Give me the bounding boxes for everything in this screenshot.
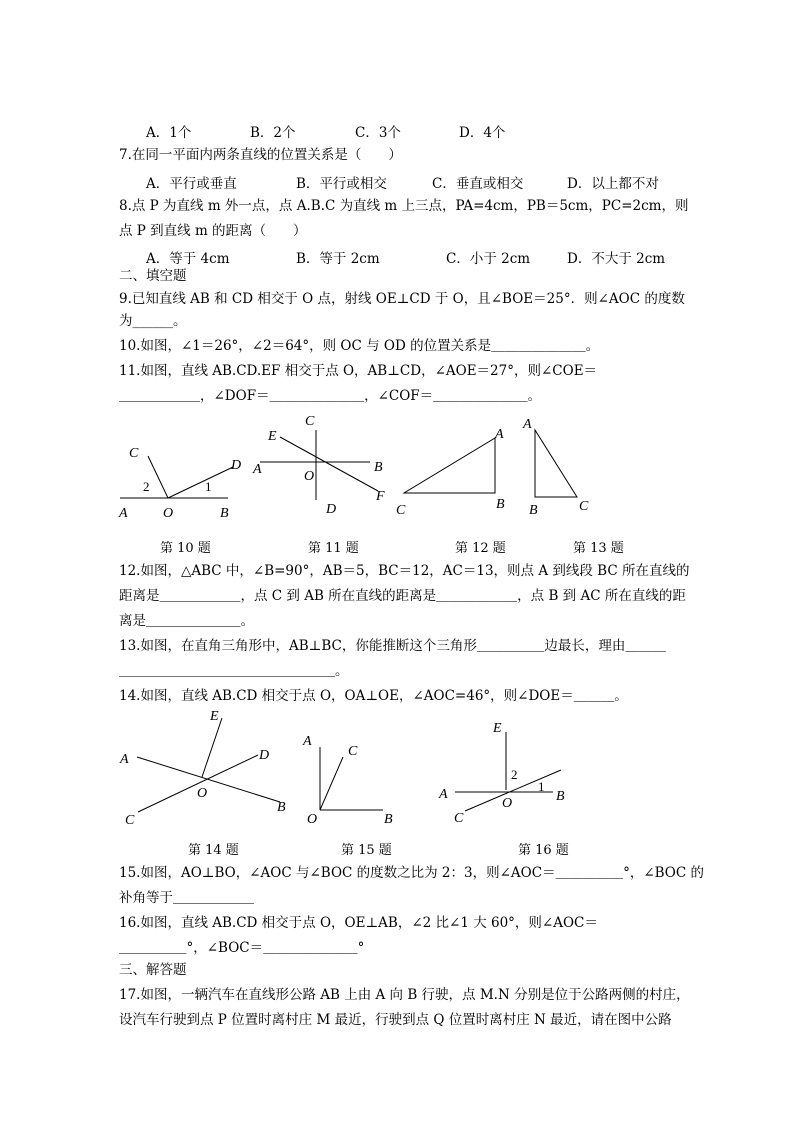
q7-option-c: C．垂直或相交 <box>432 176 524 192</box>
fig15-label-c: C <box>348 744 358 759</box>
fig10-label-b: B <box>220 506 229 521</box>
fig12-label-c: C <box>396 503 406 518</box>
fig14-label-d: D <box>259 748 270 763</box>
q14-text: 14.如图，直线 AB.CD 相交于点 O，OA⊥OE，∠AOC=46°，则∠DOE＝＿＿＿。 <box>119 688 628 704</box>
fig14-label-a: A <box>120 752 129 767</box>
q12-line2: 距离是＿＿＿＿＿＿，点 C 到 AB 所在直线的距离是＿＿＿＿＿＿，点 B 到 AC 所在直线的距 <box>119 588 686 604</box>
fig10-label-c: C <box>129 446 139 461</box>
fig11-label-e: E <box>268 429 277 444</box>
q8-stem-line2: 点 P 到直线 m 的距离（ ） <box>119 223 307 239</box>
fig14-label-b: B <box>277 800 286 815</box>
figure-11 <box>248 405 398 520</box>
fig10-label-a: A <box>119 506 128 521</box>
q6-option-b: B．2个 <box>250 125 296 141</box>
q6-option-a: A．1个 <box>146 125 192 141</box>
caption-fig15: 第 15 题 <box>341 843 392 858</box>
figure-14 <box>110 705 300 830</box>
q9-line2: 为______。 <box>119 313 187 329</box>
figure-15 <box>295 725 405 830</box>
figure-16 <box>435 712 585 830</box>
q16-line2: ＿＿＿＿＿°，∠BOC＝＿＿＿＿＿＿＿° <box>119 940 365 956</box>
q10-text: 10.如图，∠1＝26°，∠2＝64°，则 OC 与 OD 的位置关系是＿＿＿＿＿＿＿。 <box>119 338 600 354</box>
q11-line1: 11.如图，直线 AB.CD.EF 相交于点 O，AB⊥CD，∠AOE＝27°，则∠COE＝ <box>119 363 598 379</box>
fig10-angle-2: 2 <box>143 479 150 494</box>
q17-line1: 17.如图，一辆汽车在直线形公路 AB 上由 A 向 B 行驶，点 M.N 分别是位于公路两侧的村庄， <box>119 987 690 1003</box>
q17-line2: 设汽车行驶到点 P 位置时离村庄 M 最近，行驶到点 Q 位置时离村庄 N 最近，请在图中公路 <box>119 1012 672 1028</box>
fig16-label-b: B <box>556 789 565 804</box>
fig11-label-c: C <box>305 414 315 429</box>
fig10-label-d: D <box>231 458 242 473</box>
q8-option-c: C．小于 2cm <box>446 251 531 267</box>
fig16-label-c: C <box>454 811 464 826</box>
fig11-label-o: O <box>304 469 315 484</box>
q16-line1: 16.如图，直线 AB.CD 相交于点 O，OE⊥AB，∠2 比∠1 大 60°，则∠AOC＝ <box>119 915 598 931</box>
caption-fig14: 第 14 题 <box>188 843 239 858</box>
fig16-label-e: E <box>493 721 502 736</box>
fig14-label-c: C <box>125 813 135 828</box>
caption-fig10: 第 10 题 <box>160 541 211 556</box>
q11-line2: ＿＿＿＿＿＿，∠DOF＝＿＿＿＿＿＿＿，∠COF＝＿＿＿＿＿＿＿。 <box>119 388 542 404</box>
fig16-angle-2: 2 <box>511 767 518 782</box>
q6-option-c: C．3个 <box>355 125 401 141</box>
q12-line3: 离是＿＿＿＿＿＿＿。 <box>119 613 254 629</box>
section-solve-heading: 三、解答题 <box>119 962 187 978</box>
fig13-label-c: C <box>579 499 589 514</box>
fig16-label-a: A <box>439 787 448 802</box>
fig15-label-o: O <box>307 812 318 827</box>
fig10-label-o: O <box>163 506 174 521</box>
fig11-label-d: D <box>326 502 337 517</box>
fig14-label-o: O <box>197 786 208 801</box>
fig14-label-e: E <box>210 709 219 724</box>
fig11-label-b: B <box>374 460 383 475</box>
figure-12 <box>390 420 515 520</box>
fig10-angle-1: 1 <box>205 479 212 494</box>
fig12-label-a: A <box>495 427 504 442</box>
figure-13 <box>515 410 600 520</box>
caption-fig16: 第 16 题 <box>518 843 569 858</box>
caption-fig12: 第 12 题 <box>455 541 506 556</box>
caption-fig13: 第 13 题 <box>573 541 624 556</box>
q7-option-d: D．以上都不对 <box>567 176 659 192</box>
caption-fig11: 第 11 题 <box>308 541 359 556</box>
fig13-label-a: A <box>523 417 532 432</box>
section-fill-in-heading: 二、填空题 <box>119 268 187 284</box>
fig16-label-o: O <box>502 796 513 811</box>
q7-option-b: B．平行或相交 <box>296 176 387 192</box>
q8-option-d: D．不大于 2cm <box>567 251 666 267</box>
q7-option-a: A．平行或垂直 <box>146 176 237 192</box>
fig13-label-b: B <box>529 503 538 518</box>
q6-option-d: D．4个 <box>459 125 506 141</box>
q15-line1: 15.如图，AO⊥BO，∠AOC 与∠BOC 的度数之比为 2：3，则∠AOC＝＿＿＿＿＿°，∠BOC 的 <box>119 865 704 881</box>
fig11-label-f: F <box>376 489 385 504</box>
q13-line2: ＿＿＿＿＿＿＿＿＿＿＿＿＿＿＿＿。 <box>119 663 349 679</box>
fig15-label-a: A <box>303 734 312 749</box>
fig15-label-b: B <box>384 812 393 827</box>
q12-line1: 12.如图，△ABC 中，∠B=90°，AB＝5，BC＝12，AC＝13，则点 A 到线段 BC 所在直线的 <box>119 563 690 579</box>
fig11-label-a: A <box>253 462 262 477</box>
q8-option-b: B．等于 2cm <box>296 251 380 267</box>
fig12-label-b: B <box>496 497 505 512</box>
fig16-angle-1: 1 <box>538 779 545 794</box>
q13-line1: 13.如图，在直角三角形中，AB⊥BC，你能推断这个三角形＿＿＿＿＿边最长，理由＿＿＿ <box>119 638 666 654</box>
q15-line2: 补角等于＿＿＿＿＿＿ <box>119 890 254 906</box>
q7-stem: 7.在同一平面内两条直线的位置关系是（ ） <box>119 147 402 163</box>
figure-10 <box>110 435 245 525</box>
q9-line1: 9.已知直线 AB 和 CD 相交于 O 点，射线 OE⊥CD 于 O，且∠BOE＝25°．则∠AOC 的度数 <box>119 291 685 307</box>
q8-option-a: A．等于 4cm <box>146 251 230 267</box>
q8-stem-line1: 8.点 P 为直线 m 外一点，点 A.B.C 为直线 m 上三点，PA=4cm，PB＝5cm，PC=2cm，则 <box>119 198 689 214</box>
